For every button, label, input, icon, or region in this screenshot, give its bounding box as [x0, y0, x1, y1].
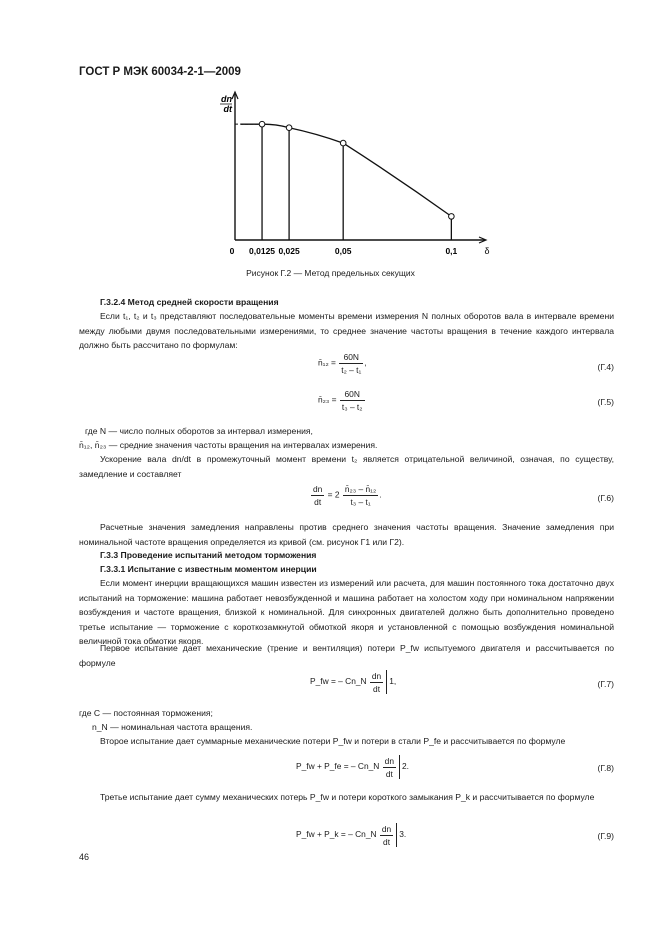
x-axis-label: δ	[484, 246, 490, 256]
data-point	[340, 140, 346, 146]
paragraph: Расчетные значения замедления направлены против среднего значения частоты вращения. Значение замедления при номинальной частоте вращения определяется из кривой (см. рисунок Г1 или Г2).	[79, 522, 614, 547]
equation-number: (Г.4)	[597, 362, 614, 372]
eq-operator: = 2	[327, 489, 340, 500]
eq-fraction	[340, 389, 365, 412]
equation-g4: n̄₁₂ = $\frac{60N}{\text{t₂ – t₁}}$ ,	[318, 352, 367, 375]
eq-evaluation-bar	[396, 823, 397, 847]
paragraph: Третье испытание дает сумму механических потерь P_fw и потери короткого замыкания P_k и рассчитывается по формуле	[100, 792, 595, 802]
paragraph: Ускорение вала dn/dt в промежуточный момент времени t₂ является отрицательной величиной, означая, по существу, замедление и составляет	[79, 454, 614, 479]
eq-fraction	[343, 484, 378, 507]
equation-g9	[296, 823, 406, 847]
paragraph: Если t₁, t₂ и t₃ представляют последовательные моменты времени измерения N полных оборотов вала в интервале времени между любыми двумя последовательными измерениями, то среднее значение частоты вращения в течение каждого интервала должно быть рассчитано по формулам:	[79, 311, 614, 350]
section-title-g331: Г.3.3.1 Испытание с известным моментом инерции	[100, 564, 317, 574]
x-tick-label: 0,0125	[249, 246, 276, 256]
eq-lhs: n̄₁₂ =	[318, 357, 336, 368]
eq-fraction	[383, 756, 396, 779]
document-header: ГОСТ Р МЭК 60034-2-1—2009	[79, 66, 241, 78]
section-title-g33: Г.3.3 Проведение испытаний методом торможения	[100, 550, 317, 560]
equation-g8	[296, 755, 409, 779]
where-clause: n_N — номинальная частота вращения.	[92, 722, 253, 732]
y-axis-label-den: dt	[223, 104, 232, 114]
equation-number: (Г.6)	[597, 493, 614, 503]
eq-numerator: 60N	[340, 389, 365, 401]
eq-fraction	[380, 824, 393, 847]
eq-numerator: dn	[381, 823, 392, 834]
eq-evaluation-bar	[399, 755, 400, 779]
eq-evaluation-bar	[386, 670, 387, 694]
paragraph: Второе испытание дает суммарные механические потери P_fw и потери в стали P_fe и рассчитывается по формуле	[100, 736, 566, 746]
equation-g5	[318, 389, 366, 412]
eq-fraction	[339, 352, 363, 375]
section-title-g324: Г.3.2.4 Метод средней скорости вращения	[100, 297, 279, 307]
data-point	[259, 121, 265, 127]
equation-number: (Г.9)	[597, 831, 614, 841]
eq-denominator: t₃ – t₁	[350, 497, 371, 507]
eq-lhs: P_fw = – Cn_N	[310, 676, 367, 687]
paragraph: Первое испытание дает механические (трение и вентиляция) потери P_fw испытуемого двигателя и рассчитывается по формуле	[79, 643, 614, 668]
paragraph: Если момент инерции вращающихся машин известен из измерений или расчета, для машин постоянного тока достаточно двух испытаний на торможение: машина работает невозбужденной и машина работает на холостом ходу при номинальном напряжении возбуждения и частоте вращения, близкой к номинальной. Для синхронных двигателей должно быть дополнительно проведено третье испытание — торможение с короткозамкнутой обмоткой якоря и установленной с помощью возбуждения номинальной величиной тока обмотки якоря.	[79, 578, 614, 646]
where-clause: где C — постоянная торможения;	[79, 708, 213, 718]
page-number: 46	[79, 852, 90, 862]
x-tick-label: 0,05	[334, 246, 352, 256]
eq-fraction	[370, 671, 383, 694]
equation-number: (Г.7)	[597, 679, 614, 689]
eq-denominator: t₃ – t₂	[341, 402, 363, 412]
equation-g6: $\frac{dn}{dt}$ = 2 $\frac{\text{n̄₂₃ – n̄₁₂}}{\text{t₃ – t₁}}$ .	[313, 484, 382, 507]
eq-lhs: P_fw + P_fe = – Cn_N	[296, 761, 380, 772]
eq-numerator: dn	[371, 670, 382, 681]
eq-tail: 1,	[389, 676, 397, 687]
eq-fraction	[311, 484, 324, 507]
figure-chart	[205, 88, 495, 260]
figure-caption: Рисунок Г.2 — Метод предельных секущих	[246, 268, 415, 278]
eq-numerator: 60N	[339, 352, 363, 364]
eq-tail: 3.	[399, 829, 407, 840]
equation-number: (Г.8)	[597, 763, 614, 773]
eq-denominator: t₂ – t₁	[341, 365, 362, 375]
x-tick-label: 0,1	[445, 246, 458, 256]
eq-denominator: dt	[383, 836, 391, 847]
eq-lhs: n̄₂₃ =	[318, 394, 337, 405]
equation-g7	[310, 670, 396, 694]
eq-numerator: n̄₂₃ – n̄₁₂	[344, 484, 377, 494]
y-axis-label-num: dn	[221, 94, 232, 104]
eq-denominator: dt	[314, 497, 322, 507]
eq-denominator: dt	[373, 683, 381, 694]
eq-lhs: P_fw + P_k = – Cn_N	[296, 829, 377, 840]
where-clause: n̄₁₂, n̄₂₃ — средние значения частоты вращения на интервалах измерения.	[79, 440, 378, 450]
where-clause: где N — число полных оборотов за интервал измерения,	[85, 426, 313, 436]
equation-number: (Г.5)	[597, 397, 614, 407]
eq-denominator: dt	[385, 768, 393, 779]
series-line	[241, 124, 451, 216]
eq-numerator: dn	[384, 755, 394, 766]
eq-numerator: dn	[313, 484, 323, 494]
x-tick-label: 0	[229, 246, 235, 256]
data-point	[449, 214, 455, 220]
x-tick-label: 0,025	[278, 246, 300, 256]
eq-tail: 2.	[402, 761, 409, 772]
data-point	[286, 125, 292, 131]
